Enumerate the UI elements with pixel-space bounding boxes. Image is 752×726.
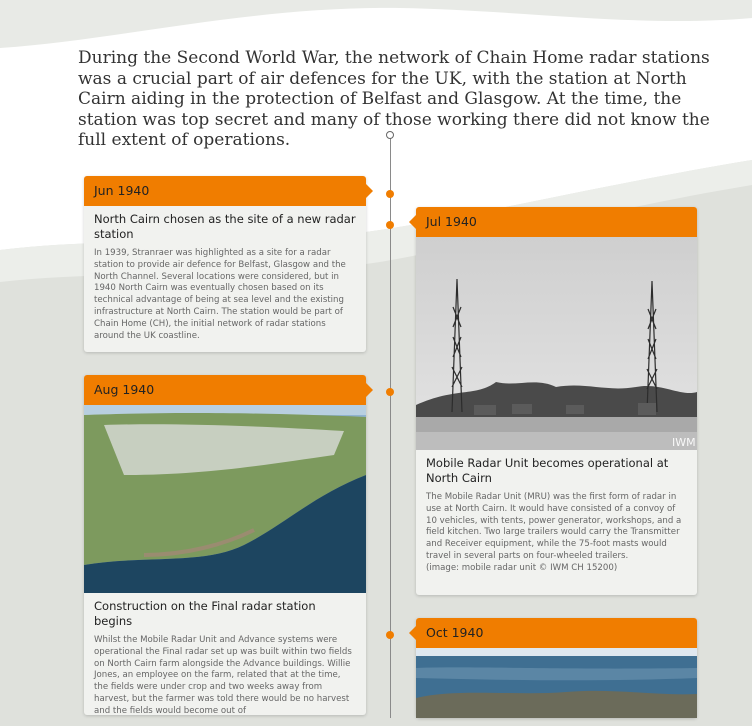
card-body: In 1939, Stranraer was highlighted as a site for a radar station to provide air defence for Belfast, Glasgow and the North Channel. Several locations were considered, but in 1940 North Cairn was eventually chosen based on its technical advantage of being at sea level and the existing infrastructure at North Cairn. The station would be part of Chain Home (CH), the initial network of radar stations around the UK coastline.	[94, 248, 346, 341]
card-date: Jul 1940	[416, 207, 697, 237]
iwm-watermark: IWM	[672, 436, 696, 449]
mobile-radar-unit-photo	[416, 237, 697, 450]
timeline-card-aug-1940	[84, 375, 366, 715]
image-caption: (image: mobile radar unit © IWM CH 15200)	[426, 562, 618, 573]
timeline-dot-jun-1940	[386, 190, 394, 198]
coastline-photo	[416, 648, 697, 718]
card-date: Oct 1940	[416, 618, 697, 648]
timeline-card-jul-1940	[416, 207, 697, 595]
timeline-dot-aug-1940	[386, 388, 394, 396]
north-cairn-aerial-photo	[84, 405, 366, 593]
card-body: Whilst the Mobile Radar Unit and Advance systems were operational the Final radar set up was built within two fields on North Cairn farm alongside the Advance buildings. Willie Jones, an employee on the farm, related that at the time, the fields were under crop and two weeks away from harvest, but the farmer was told there would be no harvest and the fields would become out of	[94, 635, 352, 716]
intro-paragraph: During the Second World War, the network of Chain Home radar stations was a crucial part of air defences for the UK, with the station at North Cairn aiding in the protection of Belfast and Glasgow. At the time, the station was top secret and many of those working there did not know the full extent of operations.	[78, 48, 710, 150]
timeline-card-oct-1940	[416, 618, 697, 718]
card-date: Aug 1940	[84, 375, 366, 405]
timeline-dot-jul-1940	[386, 221, 394, 229]
timeline-start-marker	[386, 131, 394, 139]
timeline-card-jun-1940	[84, 176, 366, 352]
card-title: North Cairn chosen as the site of a new radar station	[94, 212, 356, 241]
card-title: Construction on the Final radar station begins	[94, 599, 316, 628]
card-body: The Mobile Radar Unit (MRU) was the first form of radar in use at North Cairn. It would have consisted of a convoy of 10 vehicles, with tents, power generator, workshops, and a field kitchen. Two large trailers would carry the Transmitter and Receiver equipment, while the 75-foot masts would travel in several parts on four-wheeled trailers.	[426, 492, 682, 561]
timeline-dot-oct-1940	[386, 631, 394, 639]
card-date: Jun 1940	[84, 176, 366, 206]
card-title: Mobile Radar Unit becomes operational at North Cairn	[426, 456, 669, 485]
